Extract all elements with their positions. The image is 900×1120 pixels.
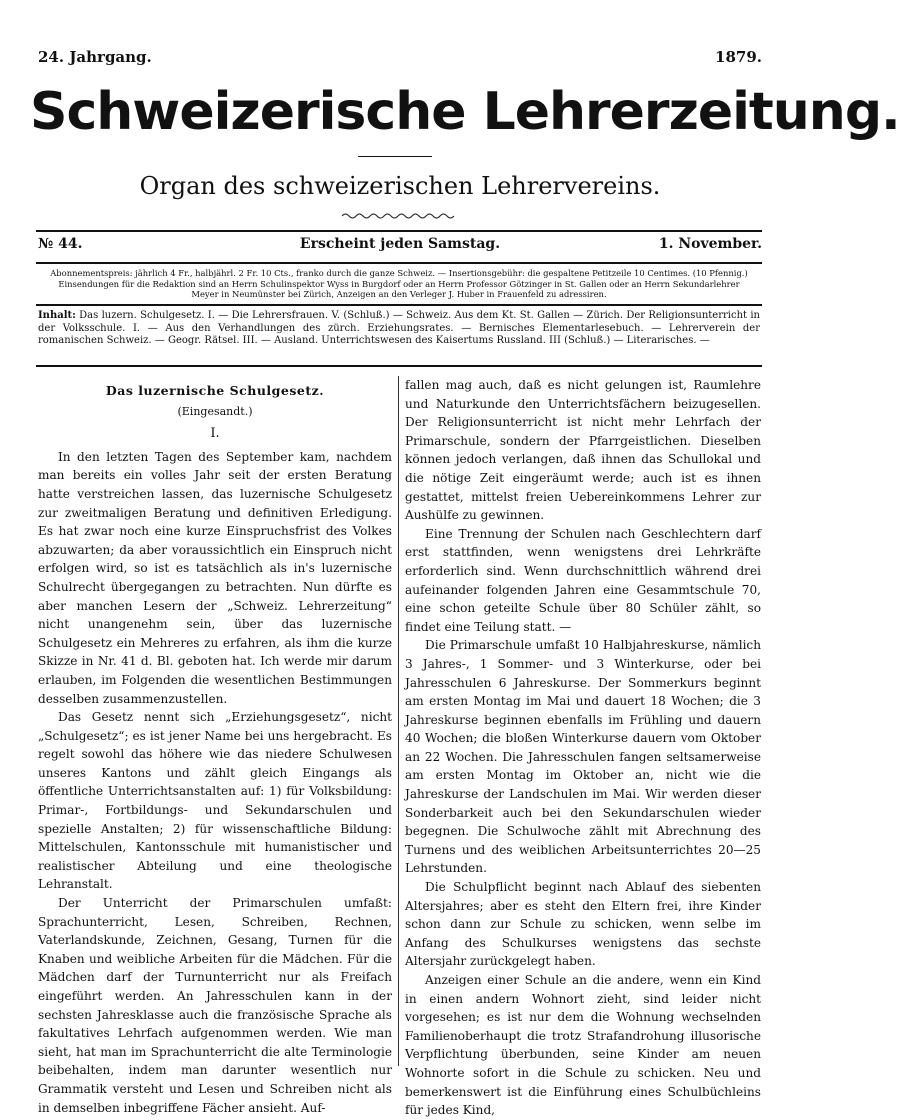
paragraph: Der Unterricht der Primarschulen umfaßt: Sprachunterricht, Lesen, Schreiben, Rechnen, Vaterlandskunde, Zeichnen, Gesang, Turnen für die Knaben und weibliche Arbeiten für die Mädchen. Für die Mädchen darf der Turnunterricht nur als Freifach eingeführt werden. An Jahresschulen kann in der sechsten Jahresklasse auch die französische Sprache als fakultatives Lehrfach aufgenommen werden. Wie man sieht, hat man im Sprachunterricht die alte Terminologie beibehalten, indem man darunter wesentlich nur Grammatik versteht und Lesen und Schreiben nicht als in demselben inbegriffene Fächer ansieht. Auf- — [38, 896, 392, 1115]
paragraph: Das Gesetz nennt sich „Erziehungsgesetz“, nicht „Schulgesetz“; es ist jener Name bei uns hergebracht. Es regelt sowohl das höhere wie das niedere Schulwesen unseres Kantons und zählt gleich Eingangs als öffentliche Unterrichtsanstalten auf: 1) für Volksbildung: Primar-, Fortbildungs- und Sekundarschulen und spezielle Anstalten; 2) für wissenschaftliche Bildung: Mittelschulen, Kantonsschule mit humanistischer und realistischer Abteilung und eine theologische Lehranstalt. — [38, 710, 392, 892]
year-label: 1879. — [715, 48, 762, 66]
issue-frequency: Erscheint jeden Samstag. — [299, 236, 501, 252]
left-column — [38, 376, 392, 1117]
paragraph: Die Schulpflicht beginnt nach Ablauf des siebenten Altersjahres; aber es steht den Eltern frei, ihre Kinder schon dann zur Schule zu schicken, wenn selbe im Anfang des Schulkurses wenigstens das sechste Altersjahr zurückgelegt haben. — [405, 880, 761, 969]
title-rule — [358, 156, 432, 157]
issue-row — [38, 236, 762, 256]
contents-label: Inhalt: — [38, 310, 76, 321]
subscription-info — [38, 268, 760, 300]
rule-contents-top — [36, 304, 762, 306]
rule-contents-bottom — [36, 365, 762, 367]
table-of-contents — [38, 310, 760, 348]
article-title: Das luzernische Schulgesetz. — [105, 383, 325, 398]
paragraph: Anzeigen einer Schule an die andere, wenn ein Kind in einen andern Wohnort zieht, sind leider nicht vorgesehen; es ist nur dem die Wohnung wechselnden Familienoberhaupt die trotz Strafandrohung illusorische Verpflichtung überbunden, seine Kinder am neuen Wohnorte sofort in die Schule zu schicken. Neu und bemerkenswert ist die Einführung eines Schulbüchleins für jedes Kind, — [405, 973, 761, 1118]
volume-label: 24. Jahrgang. — [38, 48, 152, 66]
rule-bottom-issue — [36, 262, 762, 264]
subscription-line: Einsendungen für die Redaktion sind an Herrn Schulinspektor Wyss in Burgdorf oder an Herrn Professor Götzinger in St. Gallen oder an Herrn Sekundarlehrer — [58, 278, 740, 289]
right-column — [405, 376, 761, 1120]
paragraph: Die Primarschule umfaßt 10 Halbjahreskurse, nämlich 3 Jahres-, 1 Sommer- und 3 Winterkurse, oder bei Jahresschulen 6 Jahreskurse. Der Sommerkurs beginnt am ersten Montag im Mai und dauert 18 Wochen; die 3 Jahreskurse beginnen ebenfalls im Frühling und dauern 40 Wochen; die bloßen Winterkurse dauern vom Oktober an 22 Wochen. Die Jahresschulen fangen seltsamerweise am ersten Montag im Oktober an, nicht wie die Jahreskurse der Landschulen im Mai. Wir werden dieser Sonderbarkeit auch bei den Sekundarschulen wieder begegnen. Die Schulwoche zählt mit Abrechnung des Turnens und des weiblichen Arbeitsunterrichtes 20—25 Lehrstunden. — [405, 638, 761, 876]
wavy-ornament — [342, 212, 454, 220]
issue-date: 1. November. — [658, 236, 762, 252]
column-divider — [398, 376, 399, 1066]
paragraph: fallen mag auch, daß es nicht gelungen ist, Raumlehre und Naturkunde den Unterrichtsfächern beizugesellen. Der Religionsunterricht ist nicht mehr Lehrfach der Primarschule, sondern der Pfarrgeistlichen. Dieselben können jedoch verlangen, daß ihnen das Schullokal und die nötige Zeit eingeräumt werde; auch ist es ihnen gestattet, mittelst freien Uebereinkommens Lehrer zur Aushülfe zu gewinnen. — [405, 378, 761, 523]
issue-number: № 44. — [38, 236, 83, 252]
paragraph: Eine Trennung der Schulen nach Geschlechtern darf erst stattfinden, wenn wenigstens drei Lehrkräfte erforderlich sind. Wenn durchschnittlich während drei aufeinander folgenden Jahren eine Gesammtschule 70, eine schon geteilte Schule über 80 Schüler zählt, so findet eine Teilung statt. — — [405, 526, 761, 634]
subscription-line: Meyer in Neumünster bei Zürich, Anzeigen an den Verleger J. Huber in Frauenfeld zu adressiren. — [191, 289, 607, 299]
contents-text: Das luzern. Schulgesetz. I. — Die Lehrersfrauen. V. (Schluß.) — Schweiz. Aus dem Kt. St. Gallen — Zürich. Der Religionsunterricht in der Volksschule. I. — Aus den Verhandlungen des zürch. Erziehungsrates. — Bernisches Elementarlesebuch. — Lehrerverein der romanischen Schweiz. — Geogr. Rätsel. III. — Ausland. Unterrichtswesen des Kaisertums Russland. III (Schluß.) — Literarisches. — — [38, 310, 760, 347]
subscription-line: Abonnementspreis: jährlich 4 Fr., halbjährl. 2 Fr. 10 Cts., franko durch die ganze Schweiz. — Insertionsgebühr: die gespaltene Petitzeile 10 Centimes. (10 Pfennig.) — [50, 268, 748, 278]
paragraph: In den letzten Tagen des September kam, nachdem man bereits ein volles Jahr seit der ersten Beratung hatte verstreichen lassen, das luzernische Schulgesetz zur zweitmaligen Beratung und definitiven Erledigung. Es hat zwar noch eine kurze Einspruchsfrist des Volkes abzuwarten; da aber voraussichtlich ein Einspruch nicht erfolgen wird, so ist es tatsächlich als in's luzernische Schulrecht übergegangen zu betrachten. Nun dürfte es aber manchen Lesern der „Schweiz. Lehrerzeitung“ nicht unangenehm sein, über das luzernische Schulgesetz ein Mehreres zu erfahren, als ihm die kurze Skizze in Nr. 41 d. Bl. geboten hat. Ich werde mir darum erlauben, im Folgenden die wesentlichen Bestimmungen desselben zusammenzustellen. — [38, 449, 392, 706]
article-part: I. — [210, 426, 220, 442]
masthead-subtitle: Organ des schweizerischen Lehrervereins. — [139, 172, 661, 200]
article-source: (Eingesandt.) — [177, 404, 253, 418]
masthead-title: Schweizerische Lehrerzeitung. — [30, 82, 900, 142]
rule-top-issue — [36, 230, 762, 232]
